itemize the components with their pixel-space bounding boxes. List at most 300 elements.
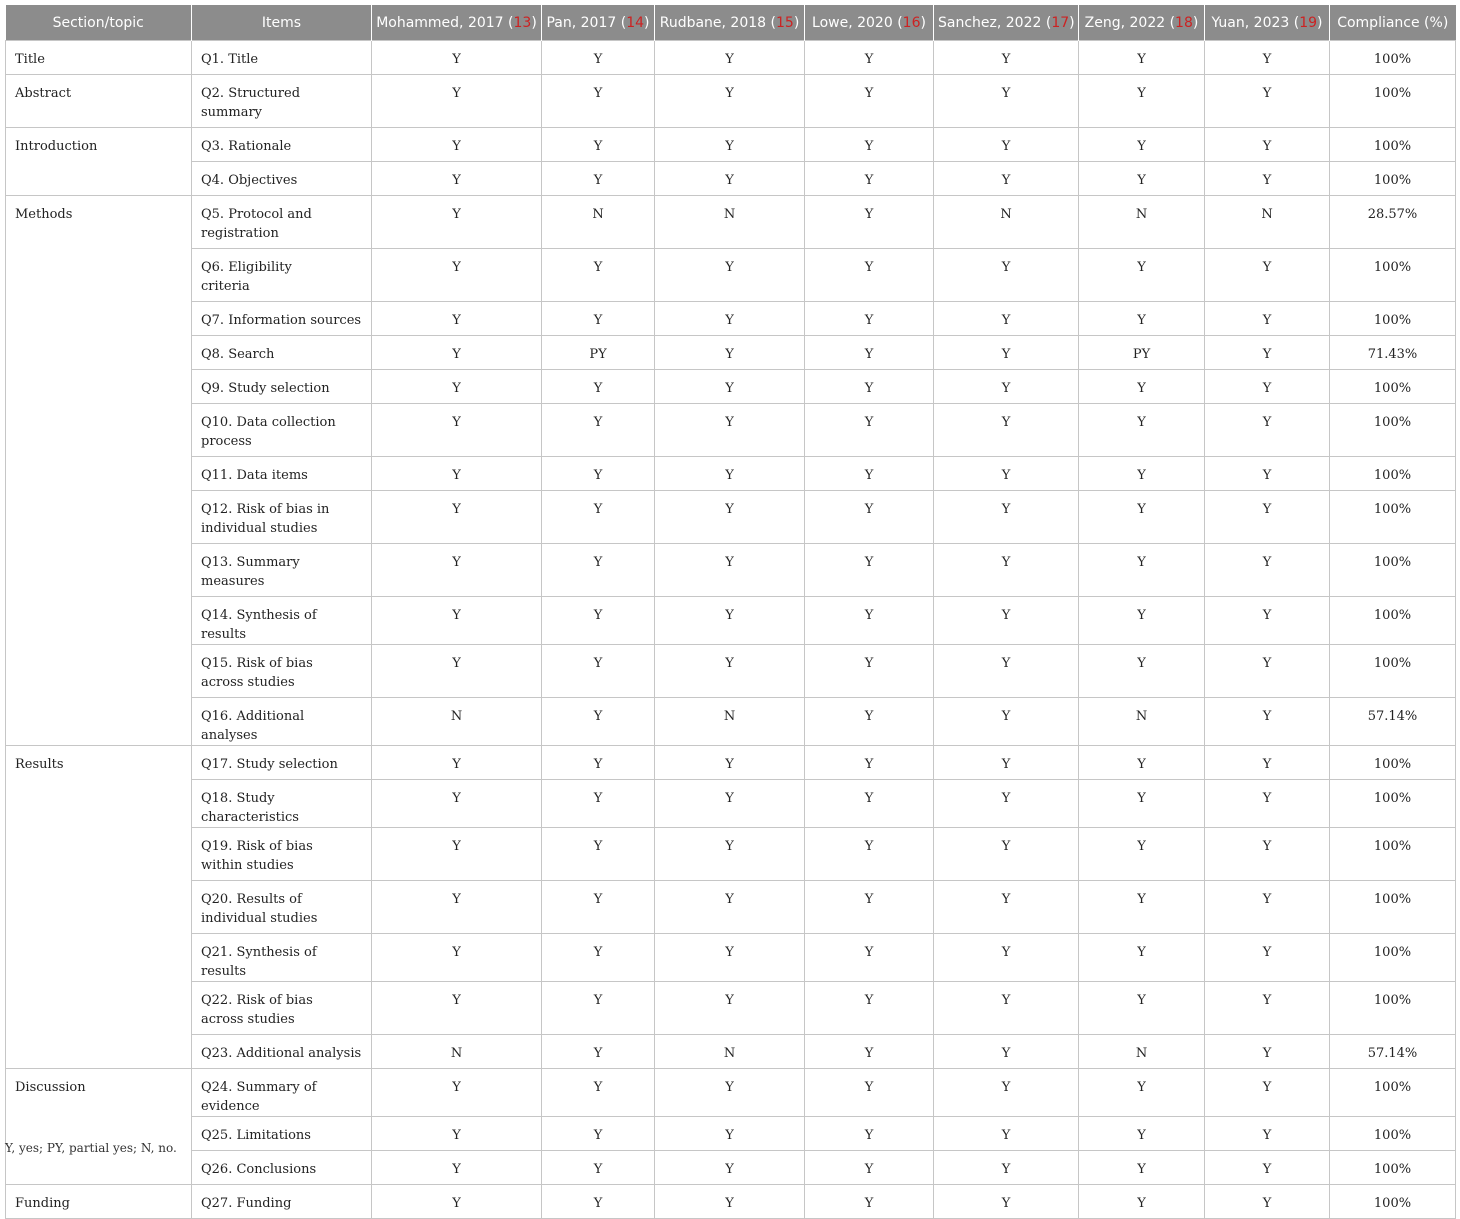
section-cell — [6, 597, 192, 645]
value-cell: Y — [805, 196, 934, 249]
value-cell: Y — [655, 1117, 805, 1151]
compliance-cell: 100% — [1330, 457, 1456, 491]
value-cell: Y — [934, 780, 1079, 828]
value-cell: Y — [934, 982, 1079, 1035]
section-cell — [6, 457, 192, 491]
item-cell: Q3. Rationale — [192, 128, 372, 162]
value-cell: Y — [1205, 41, 1330, 75]
table-body — [6, 41, 1456, 1219]
compliance-table-container — [5, 5, 1455, 1219]
section-cell — [6, 162, 192, 196]
value-cell: Y — [1205, 645, 1330, 698]
value-cell: PY — [542, 336, 655, 370]
value-cell: Y — [1079, 881, 1205, 934]
value-cell: Y — [1205, 302, 1330, 336]
study-name: Sanchez, 2022 ( — [938, 14, 1052, 31]
value-cell: N — [1205, 196, 1330, 249]
value-cell: Y — [542, 645, 655, 698]
compliance-cell: 100% — [1330, 491, 1456, 544]
compliance-table — [5, 5, 1456, 1219]
value-cell: N — [1079, 1035, 1205, 1069]
compliance-cell: 100% — [1330, 982, 1456, 1035]
value-cell: Y — [934, 645, 1079, 698]
value-cell: Y — [805, 41, 934, 75]
value-cell: Y — [655, 404, 805, 457]
value-cell: Y — [655, 128, 805, 162]
compliance-cell: 57.14% — [1330, 1035, 1456, 1069]
study-ref[interactable]: 19 — [1299, 14, 1318, 31]
header-items: Items — [192, 5, 372, 41]
compliance-cell: 100% — [1330, 828, 1456, 881]
study-close: ) — [531, 14, 537, 31]
value-cell: Y — [1205, 1185, 1330, 1219]
section-cell — [6, 828, 192, 881]
item-cell: Q26. Conclusions — [192, 1151, 372, 1185]
value-cell: Y — [1079, 597, 1205, 645]
study-ref[interactable]: 18 — [1175, 14, 1193, 31]
compliance-cell: 100% — [1330, 746, 1456, 780]
table-row — [6, 370, 1456, 404]
value-cell: Y — [1079, 370, 1205, 404]
value-cell: Y — [934, 1035, 1079, 1069]
value-cell: Y — [805, 597, 934, 645]
value-cell: Y — [805, 491, 934, 544]
table-row — [6, 336, 1456, 370]
value-cell: Y — [1205, 128, 1330, 162]
value-cell: N — [1079, 196, 1205, 249]
value-cell: Y — [1205, 336, 1330, 370]
section-cell: Funding — [6, 1185, 192, 1219]
value-cell: Y — [1079, 1151, 1205, 1185]
item-cell: Q9. Study selection — [192, 370, 372, 404]
value-cell: Y — [1079, 491, 1205, 544]
value-cell: N — [655, 698, 805, 746]
value-cell: Y — [805, 1117, 934, 1151]
value-cell: Y — [1205, 544, 1330, 597]
value-cell: Y — [655, 881, 805, 934]
value-cell: Y — [934, 698, 1079, 746]
header-study — [934, 5, 1079, 41]
study-close: ) — [1069, 14, 1075, 31]
value-cell: Y — [542, 128, 655, 162]
value-cell: Y — [655, 982, 805, 1035]
value-cell: Y — [934, 1185, 1079, 1219]
value-cell: Y — [1205, 698, 1330, 746]
value-cell: Y — [934, 128, 1079, 162]
section-cell: Results — [6, 746, 192, 780]
value-cell: Y — [1205, 1117, 1330, 1151]
value-cell: Y — [1079, 75, 1205, 128]
value-cell: Y — [542, 370, 655, 404]
value-cell: Y — [805, 828, 934, 881]
value-cell: Y — [372, 370, 542, 404]
value-cell: Y — [372, 302, 542, 336]
value-cell: Y — [655, 491, 805, 544]
item-cell: Q15. Risk of bias across studies — [192, 645, 372, 698]
value-cell: Y — [1205, 934, 1330, 982]
value-cell: Y — [1205, 491, 1330, 544]
value-cell: Y — [1079, 544, 1205, 597]
value-cell: Y — [805, 302, 934, 336]
value-cell: Y — [1079, 41, 1205, 75]
compliance-cell: 100% — [1330, 1185, 1456, 1219]
value-cell: Y — [934, 404, 1079, 457]
item-cell: Q6. Eligibility criteria — [192, 249, 372, 302]
value-cell: Y — [1079, 1069, 1205, 1117]
value-cell: Y — [542, 828, 655, 881]
table-row — [6, 302, 1456, 336]
table-row — [6, 881, 1456, 934]
value-cell: Y — [542, 302, 655, 336]
compliance-cell: 100% — [1330, 645, 1456, 698]
value-cell: Y — [372, 544, 542, 597]
table-row — [6, 196, 1456, 249]
value-cell: Y — [805, 336, 934, 370]
value-cell: Y — [372, 196, 542, 249]
value-cell: Y — [542, 41, 655, 75]
study-name: Zeng, 2022 ( — [1084, 14, 1176, 31]
value-cell: Y — [934, 828, 1079, 881]
item-cell: Q13. Summary measures — [192, 544, 372, 597]
value-cell: Y — [805, 698, 934, 746]
compliance-cell: 100% — [1330, 302, 1456, 336]
value-cell: Y — [805, 1185, 934, 1219]
header-study — [805, 5, 934, 41]
value-cell: Y — [934, 1151, 1079, 1185]
table-row — [6, 698, 1456, 746]
value-cell: Y — [655, 249, 805, 302]
value-cell: Y — [372, 404, 542, 457]
table-row — [6, 41, 1456, 75]
item-cell: Q8. Search — [192, 336, 372, 370]
value-cell: Y — [934, 934, 1079, 982]
value-cell: Y — [1079, 982, 1205, 1035]
value-cell: Y — [805, 881, 934, 934]
header-study — [1079, 5, 1205, 41]
item-cell: Q4. Objectives — [192, 162, 372, 196]
value-cell: Y — [542, 1117, 655, 1151]
item-cell: Q23. Additional analysis — [192, 1035, 372, 1069]
header-section: Section/topic — [6, 5, 192, 41]
table-row — [6, 1151, 1456, 1185]
value-cell: Y — [1205, 1069, 1330, 1117]
value-cell: Y — [542, 881, 655, 934]
value-cell: Y — [372, 645, 542, 698]
table-row — [6, 982, 1456, 1035]
value-cell: Y — [934, 881, 1079, 934]
section-cell: Discussion — [6, 1069, 192, 1117]
table-row — [6, 934, 1456, 982]
table-row — [6, 746, 1456, 780]
value-cell: Y — [1079, 828, 1205, 881]
value-cell: Y — [655, 302, 805, 336]
value-cell: Y — [542, 249, 655, 302]
value-cell: Y — [1205, 881, 1330, 934]
table-row — [6, 828, 1456, 881]
value-cell: Y — [805, 249, 934, 302]
value-cell: Y — [372, 336, 542, 370]
study-close: ) — [644, 14, 650, 31]
table-header-row — [6, 5, 1456, 41]
value-cell: Y — [542, 1185, 655, 1219]
value-cell: PY — [1079, 336, 1205, 370]
value-cell: Y — [542, 597, 655, 645]
section-cell: Title — [6, 41, 192, 75]
value-cell: Y — [1079, 780, 1205, 828]
header-study — [372, 5, 542, 41]
value-cell: Y — [1205, 1151, 1330, 1185]
value-cell: Y — [372, 780, 542, 828]
value-cell: Y — [805, 75, 934, 128]
compliance-cell: 100% — [1330, 1151, 1456, 1185]
value-cell: Y — [805, 982, 934, 1035]
item-cell: Q7. Information sources — [192, 302, 372, 336]
value-cell: Y — [1079, 1117, 1205, 1151]
value-cell: Y — [1205, 75, 1330, 128]
item-cell: Q18. Study characteristics — [192, 780, 372, 828]
value-cell: Y — [542, 982, 655, 1035]
value-cell: Y — [805, 746, 934, 780]
table-footnote: Y, yes; PY, partial yes; N, no. — [5, 1141, 177, 1155]
value-cell: Y — [372, 934, 542, 982]
section-cell — [6, 336, 192, 370]
value-cell: Y — [1079, 404, 1205, 457]
section-cell — [6, 404, 192, 457]
header-study — [1205, 5, 1330, 41]
table-row — [6, 249, 1456, 302]
section-cell — [6, 1151, 192, 1185]
value-cell: Y — [1079, 249, 1205, 302]
value-cell: Y — [655, 336, 805, 370]
study-close: ) — [1317, 14, 1323, 31]
value-cell: Y — [655, 1151, 805, 1185]
value-cell: Y — [1205, 746, 1330, 780]
value-cell: Y — [542, 1151, 655, 1185]
study-ref[interactable]: 14 — [626, 14, 645, 31]
item-cell: Q22. Risk of bias across studies — [192, 982, 372, 1035]
value-cell: Y — [1205, 457, 1330, 491]
value-cell: Y — [1079, 934, 1205, 982]
value-cell: Y — [655, 544, 805, 597]
compliance-cell: 100% — [1330, 41, 1456, 75]
value-cell: Y — [805, 1035, 934, 1069]
compliance-cell: 100% — [1330, 370, 1456, 404]
section-cell — [6, 1035, 192, 1069]
value-cell: Y — [1205, 828, 1330, 881]
compliance-cell: 100% — [1330, 128, 1456, 162]
value-cell: Y — [372, 162, 542, 196]
value-cell: Y — [934, 249, 1079, 302]
value-cell: Y — [805, 457, 934, 491]
value-cell: Y — [934, 597, 1079, 645]
header-study — [542, 5, 655, 41]
section-cell — [6, 982, 192, 1035]
study-name: Mohammed, 2017 ( — [376, 14, 514, 31]
value-cell: Y — [655, 370, 805, 404]
value-cell: Y — [934, 41, 1079, 75]
value-cell: Y — [805, 1069, 934, 1117]
section-cell — [6, 249, 192, 302]
header-compliance: Compliance (%) — [1330, 5, 1456, 41]
study-ref[interactable]: 15 — [775, 14, 794, 31]
table-row — [6, 597, 1456, 645]
value-cell: Y — [1205, 404, 1330, 457]
value-cell: Y — [655, 41, 805, 75]
header-study — [655, 5, 805, 41]
value-cell: Y — [372, 982, 542, 1035]
value-cell: N — [655, 196, 805, 249]
item-cell: Q16. Additional analyses — [192, 698, 372, 746]
value-cell: Y — [934, 746, 1079, 780]
value-cell: Y — [805, 780, 934, 828]
value-cell: Y — [655, 457, 805, 491]
value-cell: Y — [805, 162, 934, 196]
study-name: Yuan, 2023 ( — [1211, 14, 1300, 31]
table-row — [6, 1185, 1456, 1219]
compliance-cell: 100% — [1330, 597, 1456, 645]
value-cell: Y — [934, 1117, 1079, 1151]
value-cell: Y — [542, 457, 655, 491]
value-cell: Y — [542, 1069, 655, 1117]
study-ref[interactable]: 16 — [902, 14, 921, 31]
compliance-cell: 100% — [1330, 1069, 1456, 1117]
value-cell: Y — [805, 1151, 934, 1185]
value-cell: Y — [805, 370, 934, 404]
value-cell: Y — [372, 457, 542, 491]
compliance-cell: 100% — [1330, 1117, 1456, 1151]
section-cell — [6, 881, 192, 934]
value-cell: Y — [1205, 780, 1330, 828]
section-cell: Abstract — [6, 75, 192, 128]
item-cell: Q17. Study selection — [192, 746, 372, 780]
value-cell: N — [542, 196, 655, 249]
compliance-cell: 100% — [1330, 780, 1456, 828]
value-cell: Y — [655, 1185, 805, 1219]
value-cell: Y — [655, 597, 805, 645]
study-close: ) — [1192, 14, 1199, 31]
value-cell: Y — [372, 1069, 542, 1117]
value-cell: Y — [542, 404, 655, 457]
study-name: Pan, 2017 ( — [546, 14, 627, 31]
value-cell: Y — [655, 75, 805, 128]
value-cell: Y — [1205, 597, 1330, 645]
value-cell: Y — [372, 491, 542, 544]
value-cell: Y — [934, 544, 1079, 597]
value-cell: Y — [934, 1069, 1079, 1117]
table-row — [6, 645, 1456, 698]
value-cell: Y — [1205, 162, 1330, 196]
item-cell: Q1. Title — [192, 41, 372, 75]
value-cell: Y — [655, 828, 805, 881]
value-cell: Y — [655, 162, 805, 196]
section-cell: Introduction — [6, 128, 192, 162]
item-cell: Q2. Structured summary — [192, 75, 372, 128]
value-cell: Y — [372, 881, 542, 934]
value-cell: Y — [372, 41, 542, 75]
table-row — [6, 404, 1456, 457]
value-cell: Y — [934, 336, 1079, 370]
table-row — [6, 162, 1456, 196]
value-cell: Y — [542, 780, 655, 828]
item-cell: Q27. Funding — [192, 1185, 372, 1219]
compliance-cell: 100% — [1330, 881, 1456, 934]
table-row — [6, 780, 1456, 828]
value-cell: Y — [372, 746, 542, 780]
value-cell: Y — [1205, 370, 1330, 404]
compliance-cell: 28.57% — [1330, 196, 1456, 249]
value-cell: Y — [934, 162, 1079, 196]
compliance-cell: 100% — [1330, 544, 1456, 597]
value-cell: Y — [372, 597, 542, 645]
value-cell: Y — [655, 645, 805, 698]
table-row — [6, 1117, 1456, 1151]
value-cell: Y — [655, 746, 805, 780]
value-cell: Y — [372, 828, 542, 881]
value-cell: Y — [805, 404, 934, 457]
value-cell: Y — [372, 75, 542, 128]
value-cell: N — [372, 698, 542, 746]
value-cell: Y — [1079, 1185, 1205, 1219]
section-cell — [6, 491, 192, 544]
value-cell: Y — [805, 544, 934, 597]
study-ref[interactable]: 13 — [513, 14, 532, 31]
table-row — [6, 75, 1456, 128]
item-cell: Q12. Risk of bias in individual studies — [192, 491, 372, 544]
value-cell: Y — [542, 162, 655, 196]
study-close: ) — [793, 14, 800, 31]
item-cell: Q25. Limitations — [192, 1117, 372, 1151]
value-cell: Y — [372, 249, 542, 302]
value-cell: Y — [805, 645, 934, 698]
study-name: Lowe, 2020 ( — [812, 14, 903, 31]
table-row — [6, 1069, 1456, 1117]
value-cell: Y — [372, 1117, 542, 1151]
compliance-cell: 100% — [1330, 162, 1456, 196]
value-cell: N — [655, 1035, 805, 1069]
value-cell: Y — [655, 1069, 805, 1117]
table-row — [6, 491, 1456, 544]
study-name: Rudbane, 2018 ( — [659, 14, 776, 31]
compliance-cell: 100% — [1330, 249, 1456, 302]
compliance-cell: 100% — [1330, 75, 1456, 128]
compliance-cell: 57.14% — [1330, 698, 1456, 746]
value-cell: Y — [1205, 249, 1330, 302]
item-cell: Q11. Data items — [192, 457, 372, 491]
value-cell: Y — [542, 698, 655, 746]
section-cell — [6, 645, 192, 698]
value-cell: Y — [542, 544, 655, 597]
value-cell: Y — [1205, 1035, 1330, 1069]
section-cell — [6, 370, 192, 404]
item-cell: Q24. Summary of evidence — [192, 1069, 372, 1117]
section-cell — [6, 934, 192, 982]
compliance-cell: 71.43% — [1330, 336, 1456, 370]
value-cell: Y — [542, 934, 655, 982]
section-cell — [6, 698, 192, 746]
value-cell: Y — [542, 1035, 655, 1069]
value-cell: Y — [372, 1151, 542, 1185]
compliance-cell: 100% — [1330, 934, 1456, 982]
study-ref[interactable]: 17 — [1051, 14, 1070, 31]
table-row — [6, 457, 1456, 491]
value-cell: Y — [1079, 128, 1205, 162]
value-cell: Y — [934, 75, 1079, 128]
table-row — [6, 128, 1456, 162]
item-cell: Q14. Synthesis of results — [192, 597, 372, 645]
item-cell: Q19. Risk of bias within studies — [192, 828, 372, 881]
value-cell: Y — [934, 457, 1079, 491]
compliance-cell: 100% — [1330, 404, 1456, 457]
